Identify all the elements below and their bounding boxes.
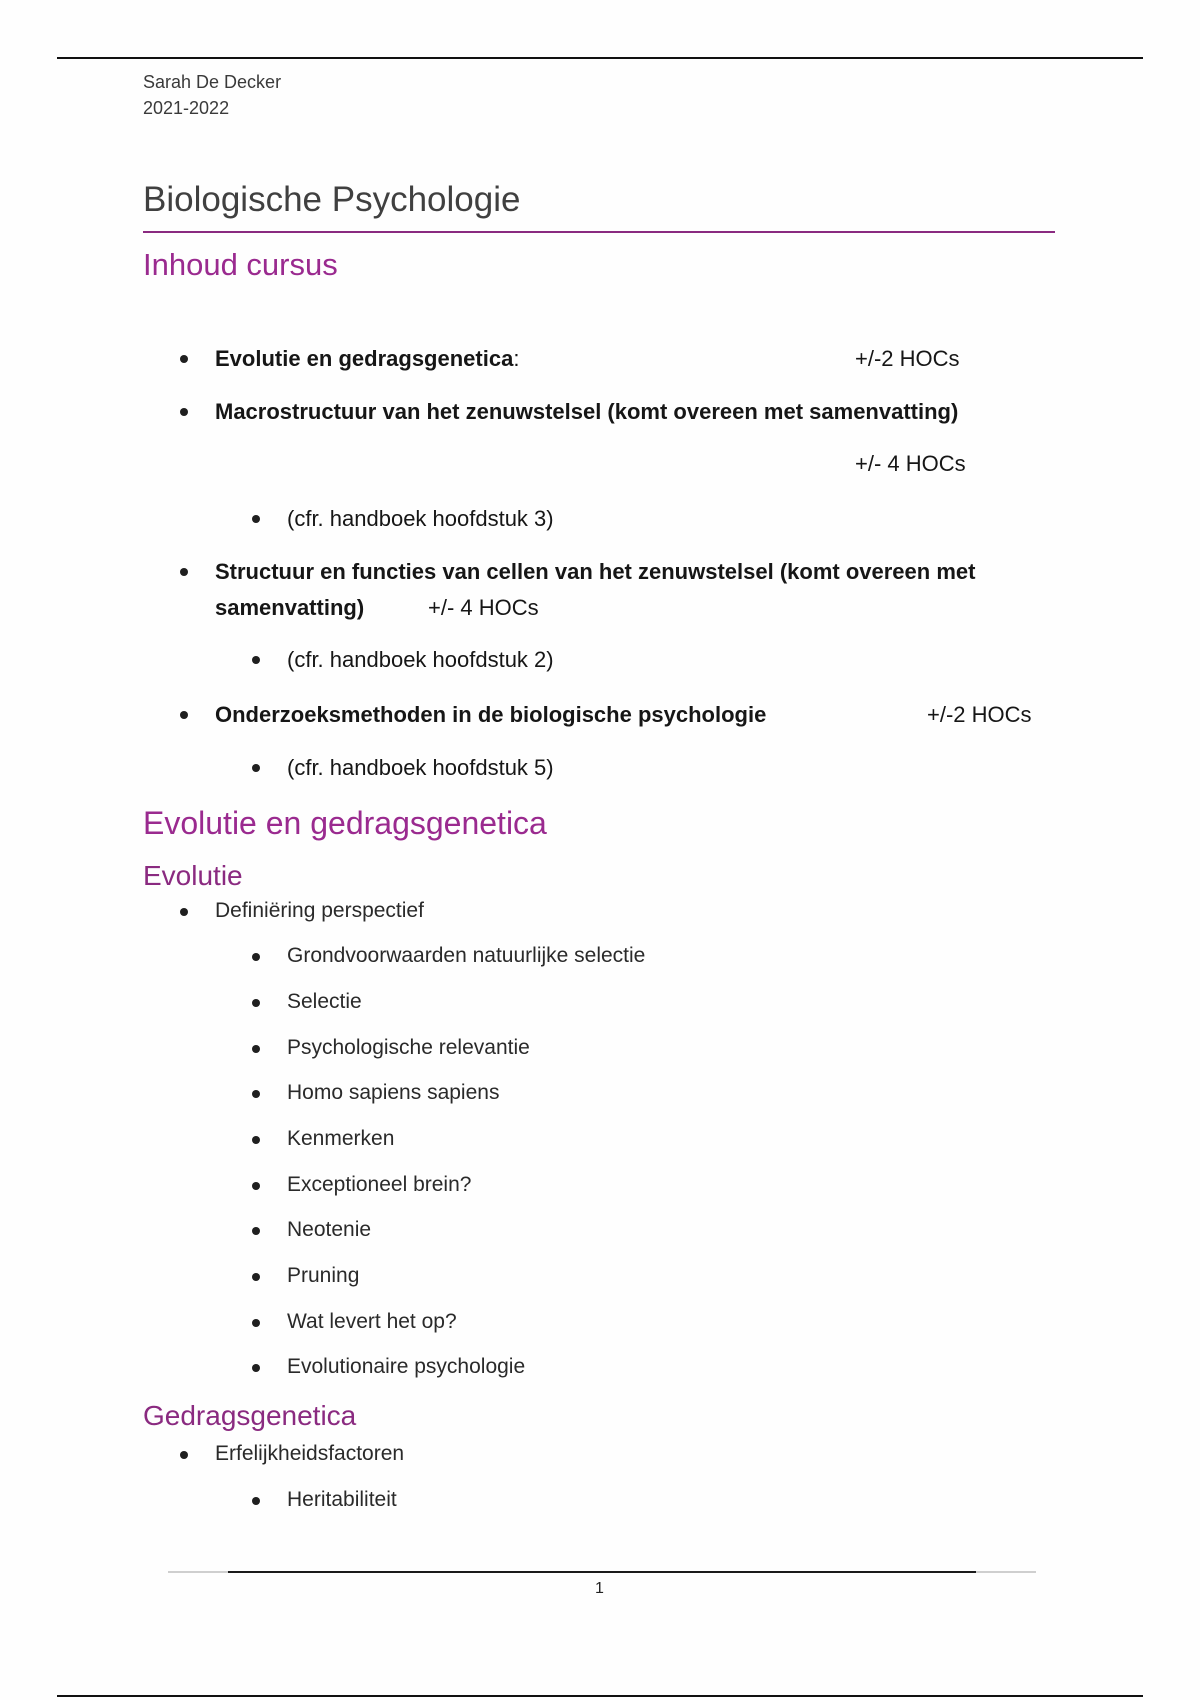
footer-rule-fade-left xyxy=(168,1571,228,1573)
bullet-icon xyxy=(252,1319,260,1327)
bullet-icon xyxy=(252,1497,260,1505)
bullet-icon xyxy=(180,908,188,916)
bullet-icon xyxy=(180,711,188,719)
toc-item-1 xyxy=(215,346,519,372)
list-item: Exceptioneel brein? xyxy=(287,1173,472,1196)
toc-item-4-hocs: +/-2 HOCs xyxy=(927,702,1032,727)
page-bottom-border xyxy=(57,1695,1143,1697)
bullet-icon xyxy=(252,1182,260,1190)
list-item: Neotenie xyxy=(287,1218,372,1241)
bullet-icon xyxy=(252,1273,260,1281)
bullet-icon xyxy=(180,408,188,416)
toc-item-3-sub: (cfr. handboek hoofdstuk 2) xyxy=(287,647,554,672)
toc-item-2-hocs: +/- 4 HOCs xyxy=(855,451,966,476)
footer-rule-fade-right xyxy=(976,1571,1036,1573)
bullet-icon xyxy=(252,953,260,961)
footer-rule xyxy=(168,1571,1036,1573)
bullet-icon xyxy=(252,515,260,523)
bullet-icon xyxy=(180,355,188,363)
document-title: Biologische Psychologie xyxy=(143,180,521,219)
toc-heading: Inhoud cursus xyxy=(143,247,338,282)
toc-item-1-label: Evolutie en gedragsgenetica xyxy=(215,346,514,371)
list-item: Grondvoorwaarden natuurlijke selectie xyxy=(287,944,646,967)
author-name: Sarah De Decker xyxy=(143,72,282,92)
list-item: Kenmerken xyxy=(287,1127,395,1150)
bullet-icon xyxy=(252,1136,260,1144)
subsection-heading-gedragsgenetica: Gedragsgenetica xyxy=(143,1400,357,1431)
academic-year: 2021-2022 xyxy=(143,98,230,118)
bullet-icon xyxy=(252,1364,260,1372)
toc-item-1-suffix: : xyxy=(513,346,520,371)
toc-item-2-sub: (cfr. handboek hoofdstuk 3) xyxy=(287,506,554,531)
list-item: Evolutionaire psychologie xyxy=(287,1355,526,1378)
toc-item-1-hocs: +/-2 HOCs xyxy=(855,346,960,371)
section-heading: Evolutie en gedragsgenetica xyxy=(143,805,547,841)
bullet-icon xyxy=(180,568,188,576)
list-item: Selectie xyxy=(287,990,362,1013)
bullet-icon xyxy=(252,656,260,664)
page-number: 1 xyxy=(595,1580,604,1597)
bullet-icon xyxy=(180,1451,188,1459)
bullet-icon xyxy=(252,764,260,772)
list-item: Definiëring perspectief xyxy=(215,899,424,922)
toc-item-3-hocs: +/- 4 HOCs xyxy=(428,595,539,620)
toc-item-4-label: Onderzoeksmethoden in de biologische psychologie xyxy=(215,702,767,727)
list-item: Pruning xyxy=(287,1264,360,1287)
subsection-heading-evolutie: Evolutie xyxy=(143,860,243,891)
toc-item-2-label: Macrostructuur van het zenuwstelsel (komt overeen met samenvatting) xyxy=(215,399,959,424)
list-item: Homo sapiens sapiens xyxy=(287,1081,500,1104)
toc-item-4-sub: (cfr. handboek hoofdstuk 5) xyxy=(287,755,554,780)
list-item: Psychologische relevantie xyxy=(287,1036,530,1059)
list-item: Erfelijkheidsfactoren xyxy=(215,1442,405,1465)
bullet-icon xyxy=(252,999,260,1007)
title-underline xyxy=(143,231,1055,233)
list-item: Heritabiliteit xyxy=(287,1488,397,1511)
bullet-icon xyxy=(252,1090,260,1098)
bullet-icon xyxy=(252,1227,260,1235)
list-item: Wat levert het op? xyxy=(287,1310,457,1333)
bullet-icon xyxy=(252,1045,260,1053)
toc-item-3-label-line2: samenvatting) xyxy=(215,595,365,620)
toc-item-3-label-line1: Structuur en functies van cellen van het zenuwstelsel (komt overeen met xyxy=(215,559,976,584)
